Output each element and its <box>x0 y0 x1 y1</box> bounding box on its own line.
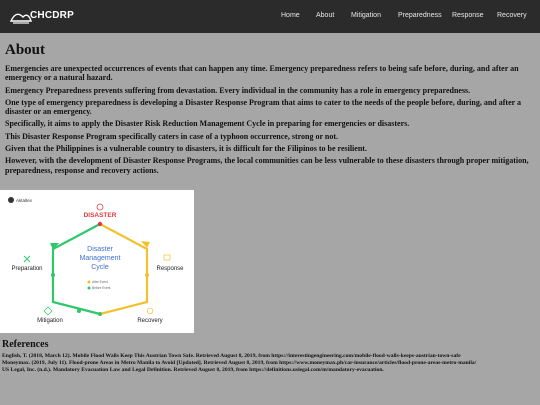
about-section <box>5 42 537 178</box>
disaster-node <box>98 222 102 226</box>
paragraph: One type of emergency preparedness is developing a Disaster Response Program that aims to cater to the needs of the people before, during, and after a disaster or an emergency. <box>5 97 522 117</box>
warning-icon <box>97 204 103 210</box>
paragraph: Emergency Preparedness prevents suffering from devastation. Every individual in the community has a role in emergency preparedness. <box>5 85 471 95</box>
brand-name[interactable]: CHCDRP <box>30 10 74 21</box>
disaster-label: DISASTER <box>83 212 117 219</box>
center-title-line2: Management <box>79 255 121 262</box>
preparation-label: Preparation <box>11 266 43 272</box>
nav-preparedness-link[interactable]: Preparedness <box>398 12 442 19</box>
reference-item: Moneymax. (2019, July 11). Flood-prone Areas in Metro Manila to Avoid [Updated]. Retrieved August 8, 2019, from https://www.moneymax.ph/car-insurance/articles/flood-prone-areas-metro-manila/ <box>2 359 477 366</box>
page-title: About <box>5 42 46 58</box>
legend-after-swatch <box>88 281 91 284</box>
response-label: Response <box>156 266 184 272</box>
disaster-management-cycle-diagram <box>0 190 194 333</box>
reference-item: US Legal, Inc. (n.d.). Mandatory Evacuation Law and Legal Definition. Retrieved August 8, 2019, from https://definitions.uslegal.com/m/mandatory-evacuation. <box>2 366 384 373</box>
recovery-node <box>98 312 102 316</box>
source-logo-text: Aktaltex <box>16 198 33 203</box>
response-node <box>145 273 149 277</box>
top-navbar <box>0 0 540 33</box>
references-title: References <box>2 339 49 350</box>
aktaltex-logo-icon <box>8 197 33 203</box>
reference-item: English, T. (2018, March 12). Mobile Flood Walls Keep This Austrian Town Safe. Retrieved August 8, 2019, from https://interestingengineering.com/mobile-flood-walls-keeps-austrian-town-safe <box>2 353 461 359</box>
paragraph: This Disaster Response Program specifically caters in case of a typhoon occurrence, strong or not. <box>5 131 339 141</box>
nav-about-link[interactable]: About <box>316 12 335 19</box>
preparation-node <box>51 273 55 277</box>
legend-before-text: Before Event <box>92 286 111 291</box>
nav-home-link[interactable]: Home <box>281 12 300 19</box>
center-title-line3: Cycle <box>91 264 109 271</box>
response-icon <box>164 255 170 260</box>
nav-response-link[interactable]: Response <box>452 12 484 19</box>
paragraph: Emergencies are unexpected occurrences of events that can happen any time. Emergency preparedness refers to being safe before, during, and after an emergency or a natural hazard. <box>5 64 519 83</box>
paragraph: However, with the development of Disaster Response Programs, the local communities can be less vulnerable to these disasters through proper mitigation, preparedness, response and recovery actions. <box>5 156 529 175</box>
recovery-icon <box>147 308 153 314</box>
paragraph: Specifically, it aims to apply the Disaster Risk Reduction Management Cycle in preparing for emergencies or disasters. <box>5 119 410 129</box>
preparation-icon <box>24 256 30 262</box>
mitigation-node <box>77 309 81 313</box>
center-title-line1: Disaster <box>87 246 113 253</box>
recovery-label: Recovery <box>137 318 163 324</box>
mitigation-icon <box>44 307 52 315</box>
references-section <box>2 339 536 373</box>
nav-mitigation-link[interactable]: Mitigation <box>351 12 381 19</box>
nav-recovery-link[interactable]: Recovery <box>497 12 527 19</box>
legend-after-text: After Event <box>92 280 108 285</box>
mitigation-label: Mitigation <box>37 318 63 324</box>
paragraph: Given that the Philippines is a vulnerable country to disasters, it is difficult for the Filipinos to be resilient. <box>5 144 367 154</box>
legend-before-swatch <box>88 287 91 290</box>
